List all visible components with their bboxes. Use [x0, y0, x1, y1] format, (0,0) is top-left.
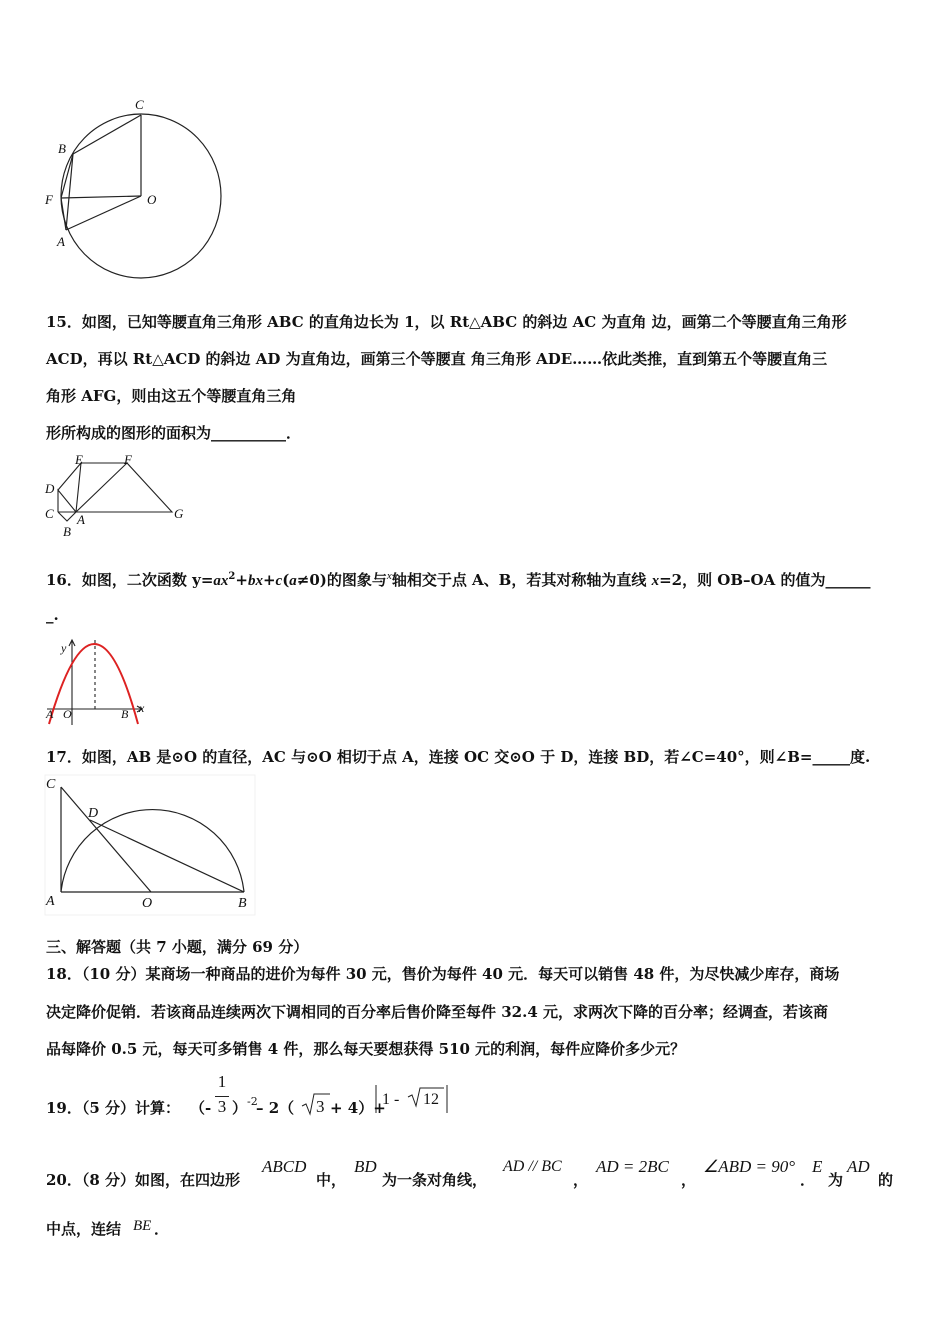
q16-label-b: B [121, 707, 129, 721]
q16-a: a [213, 573, 221, 589]
q18-line3: 品每降价 0.5 元，每天可多销售 4 件，那么每天要想获得 510 元的利润，每件应降价多少元？ [46, 1040, 686, 1058]
q16-paren: ( [282, 571, 290, 589]
q19-sqrt3: 3 [316, 1097, 325, 1116]
segment-d-b [90, 820, 244, 892]
q16-sup: 2 [228, 571, 236, 582]
q16-xsym: x [651, 573, 660, 589]
q20-ad2bc: AD = 2BC [596, 1157, 669, 1176]
q19-minus: – 2（ [256, 1099, 295, 1117]
q16-line1 [46, 566, 870, 591]
q17-label-d: D [88, 806, 99, 821]
q16-label-y: y [61, 641, 67, 655]
q16-prefix: 16．如图，二次函数 y= [46, 571, 214, 589]
q17-label-b: B [238, 896, 247, 911]
q20-e: E [812, 1157, 823, 1176]
q15-line2: ACD，再以 Rt△ACD 的斜边 AD 为直角边，画第三个等腰直 角三角形 ADE……依此类推，直到第五个等腰直角三 [46, 350, 828, 368]
q16-plus2: + [262, 571, 276, 589]
q15-line4: 形所构成的图形的面积为__________． [46, 424, 302, 442]
q20-diag: 为一条对角线， [382, 1171, 488, 1189]
q19-close: ） [232, 1099, 248, 1117]
q15-label-e: E [75, 452, 83, 467]
q15-label-a: A [77, 512, 85, 527]
q20-dot: ． [800, 1171, 816, 1189]
q20-zhong: 中， [316, 1171, 347, 1189]
q16-x: x [220, 573, 229, 589]
q17-text: 17．如图，AB 是⊙O 的直径，AC 与⊙O 相切于点 A，连接 OC 交⊙O 于 D，连接 BD，若∠C=40°，则∠B=_____度. [46, 748, 871, 766]
q19-open: （- [190, 1099, 212, 1117]
segment-f-o [61, 196, 141, 198]
label-b: B [58, 141, 66, 156]
q16-bx: bx [247, 573, 263, 589]
q15-line3: 角形 AFG，则由这五个等腰直角三角 [46, 387, 297, 405]
figure-q14-drawing [61, 114, 221, 278]
q16-rest: 轴相交于点 A、B，若其对称轴为直线 [391, 571, 652, 589]
q20-end: ． [154, 1220, 170, 1238]
q16-neq: ≠0) [296, 571, 327, 589]
q16-line2: _. [46, 606, 59, 624]
q19-fraction-num: 1 [217, 1072, 227, 1091]
triangle-abc [58, 512, 76, 521]
q19-sqrt12: 12 [423, 1091, 439, 1108]
q18-line1: 18．（10 分）某商场一种商品的进价为每件 30 元，售价为每件 40 元．每天可以销售 48 件，为尽快减少库存，商场 [46, 965, 840, 983]
triangle-ade [58, 463, 81, 512]
segment-b-a [66, 154, 73, 230]
q20-comma2: ， [681, 1171, 697, 1189]
q15-line1: 15．如图，已知等腰直角三角形 ABC 的直角边长为 1，以 Rt△ABC 的斜边 AC 为直角 边，画第二个等腰直角三角形 [46, 313, 847, 331]
label-o: O [147, 192, 157, 207]
q20-be: BE [133, 1218, 152, 1234]
q19-plus4: + 4）+ [330, 1099, 386, 1117]
q20-ad: AD [847, 1157, 870, 1176]
label-a: A [57, 234, 65, 249]
label-f: F [45, 192, 53, 207]
q19-exponent: -2 [247, 1095, 258, 1108]
q15-label-f: F [124, 452, 132, 467]
q16-label-a: A [46, 707, 54, 721]
q16-c: c [275, 573, 283, 589]
q16-label-x: x [139, 701, 145, 715]
segment-c-o [61, 787, 151, 892]
q20-comma1: ， [573, 1171, 589, 1189]
segment-f-a [61, 198, 66, 230]
q16-xs: x [386, 570, 392, 582]
q20-bd: BD [354, 1157, 377, 1176]
q19-fraction-den: 3 [217, 1097, 227, 1116]
q17-label-a: A [46, 894, 55, 909]
section-3-title: 三、解答题（共 7 小题，满分 69 分） [46, 938, 309, 956]
q20-label: 20．（8 分）如图，在四边形 [46, 1171, 241, 1189]
q20-line2: 中点，连结 [46, 1220, 122, 1238]
q16-mid: 的图象与 [326, 571, 387, 589]
q19-label: 19．（5 分）计算： [46, 1099, 181, 1117]
q19-abs-text: 1 - [382, 1091, 400, 1108]
q17-label-o: O [142, 896, 153, 911]
circle-o [61, 114, 221, 278]
q16-a2: a [289, 573, 297, 589]
q16-label-o: O [63, 707, 72, 721]
q20-parallel: AD // BC [503, 1158, 562, 1175]
q15-label-g: G [174, 506, 184, 521]
q15-label-d: D [45, 481, 55, 496]
q15-label-b: B [63, 524, 71, 539]
triangle-acd [58, 490, 76, 512]
segment-b-c [73, 115, 141, 154]
q16-rest2: =2，则 OB–OA 的值为______ [659, 571, 871, 589]
triangle-afg [76, 463, 172, 512]
q20-angle: ∠ABD = 90° [703, 1157, 796, 1176]
q16-plus1: + [235, 571, 248, 589]
q20-de: 的 [878, 1171, 894, 1189]
q20-wei: 为 [828, 1171, 844, 1189]
q18-line2: 决定降价促销．若该商品连续两次下调相同的百分率后售价降至每件 32.4 元，求两次下降的百分率；经调查，若该商 [46, 1003, 828, 1021]
segment-a-o [66, 196, 141, 230]
y-axis-arrow [69, 640, 75, 646]
q20-abcd: ABCD [262, 1157, 307, 1176]
triangle-aef [76, 463, 127, 512]
q17-label-c: C [46, 777, 56, 792]
q15-label-c: C [45, 506, 54, 521]
label-c: C [135, 97, 144, 112]
segment-b-f [61, 154, 73, 198]
